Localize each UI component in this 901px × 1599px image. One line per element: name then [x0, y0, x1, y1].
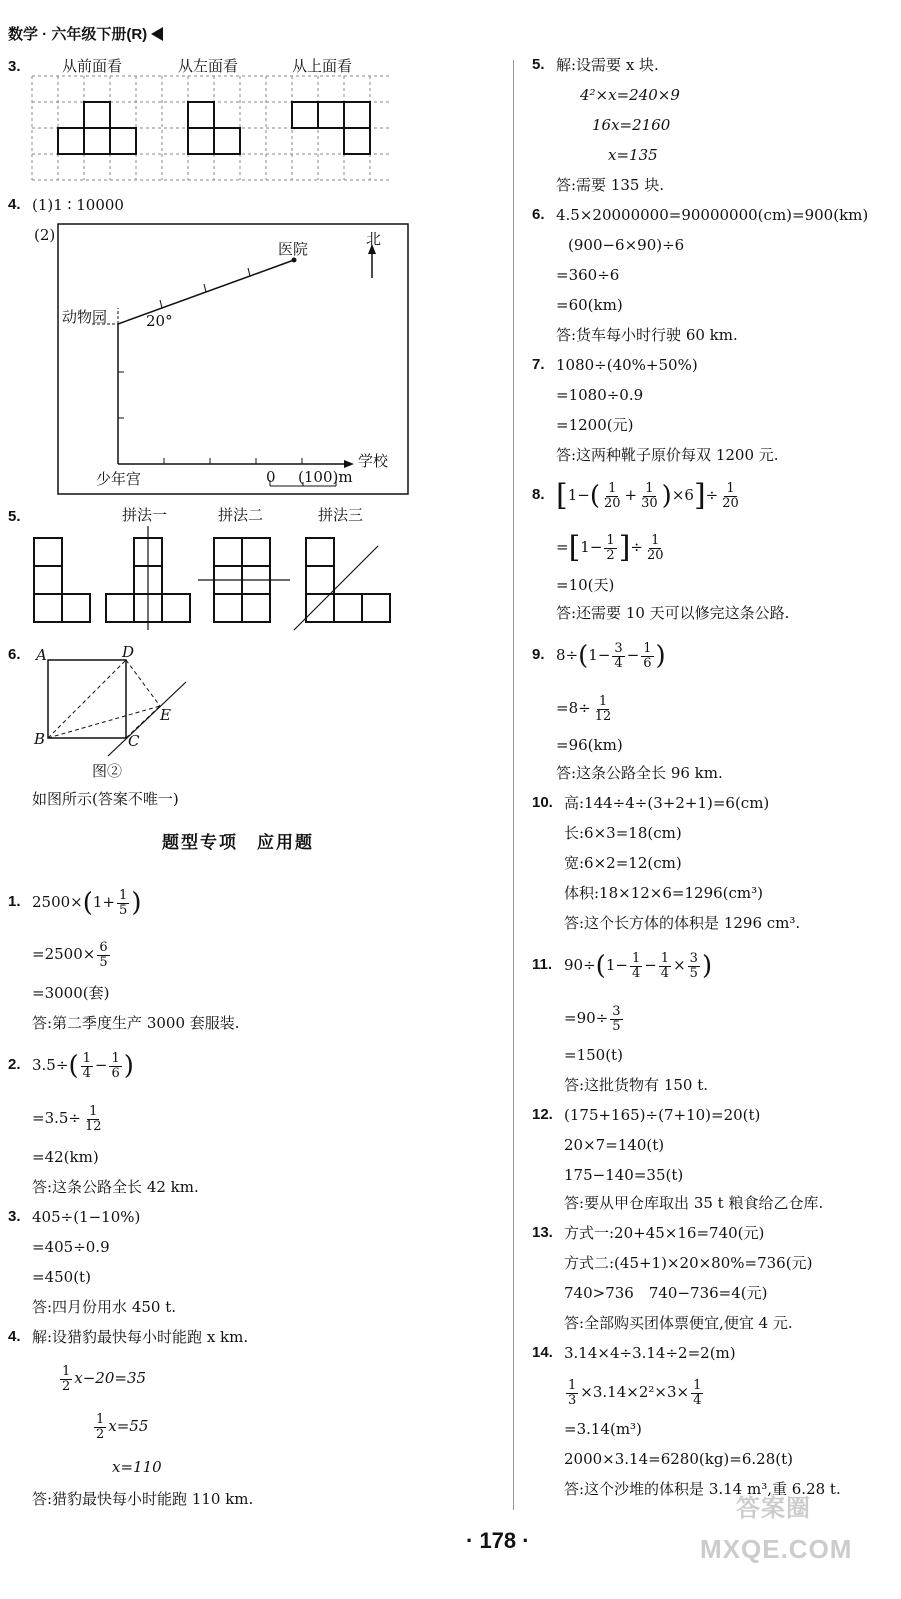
a12-line0: (175+165)÷(7+10)=20(t): [564, 1106, 761, 1124]
a13-line1: 方式二:(45+1)×20×80%=736(元): [564, 1254, 813, 1272]
q4-scale-zero: 0: [266, 468, 276, 486]
a5-number: 5.: [532, 56, 545, 73]
q4-number: 4.: [8, 196, 21, 213]
a5-line0: 解:设需要 x 块.: [556, 56, 659, 74]
q6-point-e: E: [160, 706, 171, 724]
a5-line3: x=135: [608, 146, 658, 164]
column-divider: [513, 60, 514, 1510]
q5-number: 5.: [8, 508, 21, 525]
q5-method1: 拼法一: [122, 506, 168, 524]
a12-line2: 175−140=35(t): [564, 1166, 684, 1184]
a4-line2: $\frac{1}{2}$ x=55: [96, 1411, 149, 1442]
a8-answer: 答:还需要 10 天可以修完这条公路.: [556, 604, 790, 622]
q4-part1: (1)1 ∶ 10000: [32, 196, 124, 214]
a3-line3: =450(t): [32, 1268, 91, 1286]
a8-line2: =[1− $\frac{1}{2}$ ]÷ $\frac{1}{20}$: [556, 530, 664, 565]
q5-figures: [30, 526, 390, 632]
header-title: 数学 · 六年级下册(R): [8, 26, 163, 44]
a5-line2: 16x=2160: [592, 116, 671, 134]
a10-line0: 高:144÷4÷(3+2+1)=6(cm): [564, 794, 770, 812]
a4-answer: 答:猎豹最快每小时能跑 110 km.: [32, 1490, 254, 1508]
a2-line3: =42(km): [32, 1148, 99, 1166]
a8-line3: =10(天): [556, 576, 615, 594]
a10-number: 10.: [532, 794, 553, 811]
a1-answer: 答:第二季度生产 3000 套服装.: [32, 1014, 240, 1032]
a4-number: 4.: [8, 1328, 21, 1345]
q4-label-zoo: 动物园: [62, 308, 108, 326]
a9-answer: 答:这条公路全长 96 km.: [556, 764, 723, 782]
a12-number: 12.: [532, 1106, 553, 1123]
arrow-left-icon: [151, 27, 163, 41]
a7-line2: =1200(元): [556, 416, 634, 434]
a7-answer: 答:这两种靴子原价每双 1200 元.: [556, 446, 779, 464]
a6-line0: 4.5×20000000=90000000(cm)=900(km): [556, 206, 869, 224]
a13-line2: 740>736 740−736=4(元): [564, 1284, 768, 1302]
a2-number: 2.: [8, 1056, 21, 1073]
a10-line1: 长:6×3=18(cm): [564, 824, 682, 842]
a11-number: 11.: [532, 956, 553, 973]
a12-line1: 20×7=140(t): [564, 1136, 665, 1154]
q6-point-b: B: [34, 730, 46, 748]
a11-line3: =150(t): [564, 1046, 623, 1064]
a4-line1: $\frac{1}{2}$ x−20=35: [62, 1363, 147, 1394]
a13-number: 13.: [532, 1224, 553, 1241]
a10-answer: 答:这个长方体的体积是 1296 cm³.: [564, 914, 801, 932]
page-number: · 178 ·: [466, 1528, 530, 1553]
a2-line2: =3.5÷ $\frac{1}{12}$: [32, 1103, 102, 1134]
a4-line3: x=110: [112, 1458, 162, 1476]
q6-figure: [30, 644, 200, 774]
a1-number: 1.: [8, 893, 21, 910]
a7-number: 7.: [532, 356, 545, 373]
q4-label-hospital: 医院: [278, 240, 309, 258]
q5-method2: 拼法二: [218, 506, 264, 524]
a5-answer: 答:需要 135 块.: [556, 176, 664, 194]
a1-line3: =3000(套): [32, 984, 110, 1002]
a6-line1: (900−6×90)÷6: [568, 236, 685, 254]
watermark-text: 答案圈: [736, 1495, 811, 1522]
q6-point-a: A: [36, 646, 47, 664]
a14-line0: 3.14×4÷3.14÷2=2(m): [564, 1344, 736, 1362]
q6-note: 如图所示(答案不唯一): [32, 790, 179, 808]
a3-number: 3.: [8, 1208, 21, 1225]
a8-number: 8.: [532, 486, 545, 503]
a3-answer: 答:四月份用水 450 t.: [32, 1298, 177, 1316]
a6-line2: =360÷6: [556, 266, 620, 284]
q3-grid-figure: [32, 76, 394, 182]
a10-line3: 体积:18×12×6=1296(cm³): [564, 884, 763, 902]
a14-number: 14.: [532, 1344, 553, 1361]
a13-line0: 方式一:20+45×16=740(元): [564, 1224, 765, 1242]
a3-line2: =405÷0.9: [32, 1238, 110, 1256]
a9-line3: =96(km): [556, 736, 623, 754]
a14-line2: =3.14(m³): [564, 1420, 642, 1438]
q4-label-north: 北: [366, 230, 382, 248]
q4-label-angle: 20°: [146, 312, 173, 330]
a6-answer: 答:货车每小时行驶 60 km.: [556, 326, 738, 344]
a1-line1: 2500×(1+ $\frac{1}{5}$ ): [32, 887, 142, 918]
a6-number: 6.: [532, 206, 545, 223]
a7-line1: =1080÷0.9: [556, 386, 644, 404]
q5-method3: 拼法三: [318, 506, 364, 524]
a14-line3: 2000×3.14=6280(kg)=6.28(t): [564, 1450, 793, 1468]
q4-scale-unit: (100)m: [298, 468, 353, 486]
a8-line1: [1−( $\frac{1}{20}$ + $\frac{1}{30}$ )×6]÷ $\frac{1}{20}$: [556, 478, 739, 513]
a4-line0: 解:设猎豹最快每小时能跑 x km.: [32, 1328, 249, 1346]
q4-part2: (2): [34, 226, 56, 244]
a11-line1: 90÷(1− $\frac{1}{4}$ − $\frac{1}{4}$ × $\frac{3}{5}$ ): [564, 950, 713, 981]
q4-label-school: 学校: [358, 452, 389, 470]
a2-line1: 3.5÷( $\frac{1}{4}$ − $\frac{1}{6}$ ): [32, 1050, 134, 1081]
a3-line1: 405÷(1−10%): [32, 1208, 141, 1226]
a2-answer: 答:这条公路全长 42 km.: [32, 1178, 199, 1196]
a11-answer: 答:这批货物有 150 t.: [564, 1076, 709, 1094]
section-title: 题型专项 应用题: [162, 833, 314, 853]
a9-number: 9.: [532, 646, 545, 663]
q6-point-c: C: [128, 732, 140, 750]
a1-line2: =2500× $\frac{6}{5}$: [32, 939, 108, 970]
a10-line2: 宽:6×2=12(cm): [564, 854, 682, 872]
a7-line0: 1080÷(40%+50%): [556, 356, 698, 374]
q6-fig-label: 图②: [92, 762, 123, 780]
q6-point-d: D: [122, 643, 135, 661]
watermark-url: MXQE.COM: [700, 1534, 853, 1564]
a6-line3: =60(km): [556, 296, 623, 314]
a9-line1: 8÷(1− $\frac{3}{4}$ − $\frac{1}{6}$ ): [556, 640, 666, 671]
a12-answer: 答:要从甲仓库取出 35 t 粮食给乙仓库.: [564, 1194, 824, 1212]
a9-line2: =8÷ $\frac{1}{12}$: [556, 693, 612, 724]
a5-line1: 4²×x=240×9: [580, 86, 680, 104]
a11-line2: =90÷ $\frac{3}{5}$: [564, 1003, 621, 1034]
q4-label-palace: 少年宫: [96, 470, 142, 488]
q6-number: 6.: [8, 646, 21, 663]
q3-view-top: 从上面看: [292, 57, 353, 75]
q3-view-left: 从左面看: [178, 57, 239, 75]
q3-number: 3.: [8, 58, 21, 75]
a14-line1: $\frac{1}{3}$ ×3.14×2²×3× $\frac{1}{4}$: [568, 1377, 702, 1408]
a14-answer: 答:这个沙堆的体积是 3.14 m³,重 6.28 t.: [564, 1480, 841, 1498]
a13-answer: 答:全部购买团体票便宜,便宜 4 元.: [564, 1314, 793, 1332]
q3-view-front: 从前面看: [62, 57, 123, 75]
